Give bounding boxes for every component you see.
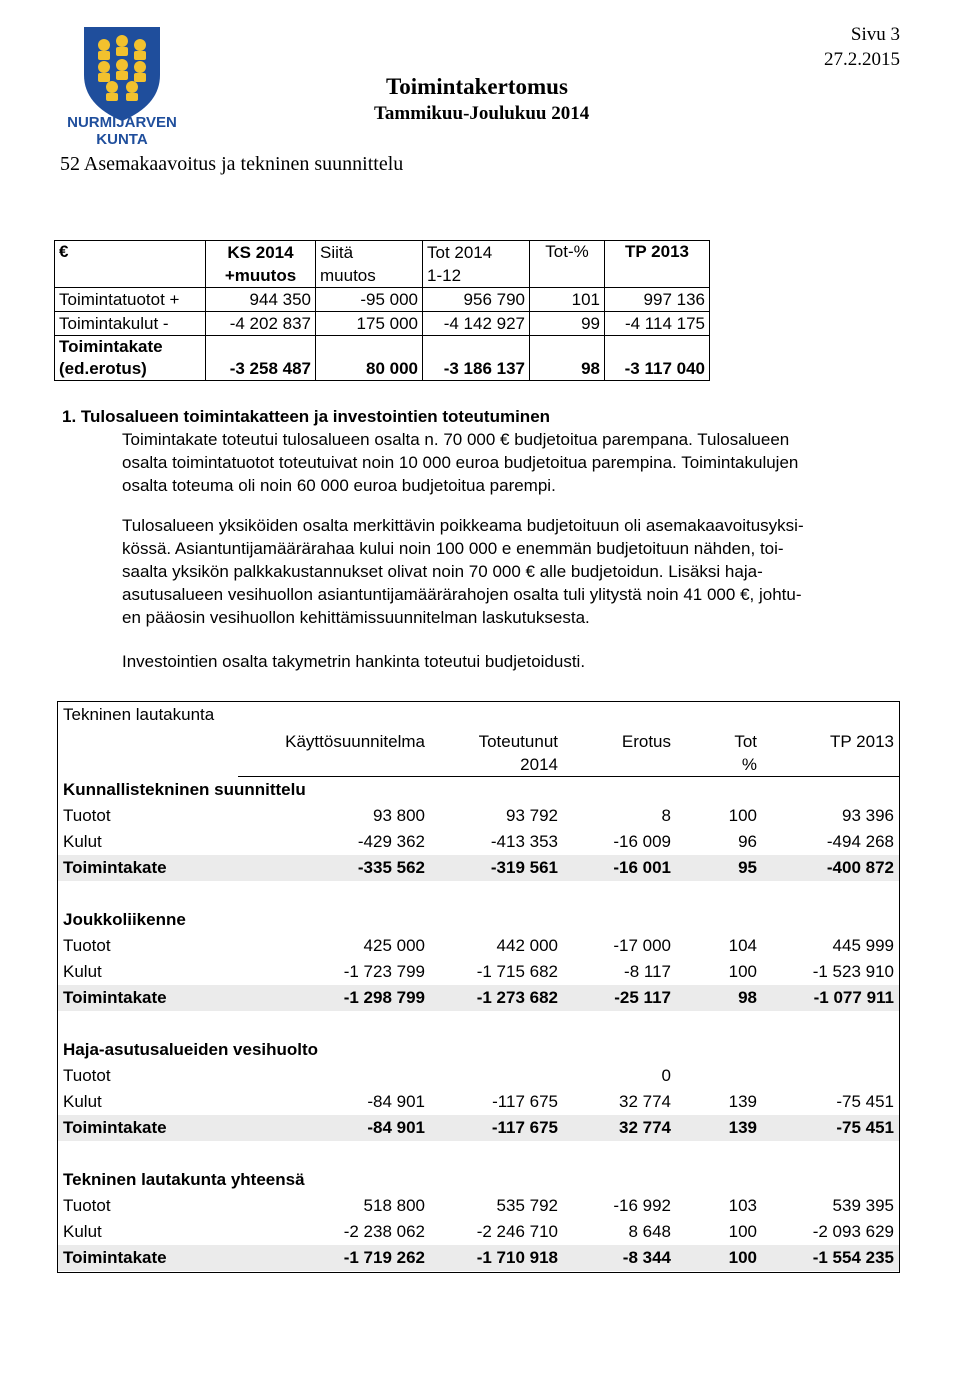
cell-ks: -335 562 — [238, 855, 430, 881]
cell-erotus: -16 992 — [613, 1196, 671, 1215]
cell-ks — [238, 1063, 430, 1089]
cell-erotus: -8 344 — [563, 1245, 676, 1271]
cell-tot: -3 186 137 — [423, 336, 530, 381]
cell-tot: -4 142 927 — [423, 312, 530, 336]
cell-ks: -1 723 799 — [343, 962, 425, 981]
table-row — [58, 829, 899, 855]
col-siita-header: Siitä muutos — [316, 241, 423, 288]
table-row — [58, 1063, 899, 1089]
row-label: Kulut — [63, 1092, 102, 1111]
section-header-row — [58, 1037, 899, 1063]
cell-pct: 95 — [676, 855, 762, 881]
col-erotus-header: Erotus — [563, 728, 676, 777]
row-label: Tuotot — [63, 806, 111, 825]
col-pct-header: Tot % — [676, 728, 762, 777]
cell-pct — [676, 1063, 762, 1089]
cell-erotus: -8 117 — [624, 962, 671, 981]
row-label: Toimintakate — [58, 1115, 238, 1141]
cell-pct: 139 — [676, 1115, 762, 1141]
section-title: Kunnallistekninen suunnittelu — [63, 780, 306, 799]
cell-pct: 139 — [728, 1092, 757, 1111]
cell-pct: 98 — [530, 336, 605, 381]
section-header-row — [58, 777, 899, 804]
cell-pct: 103 — [728, 1196, 757, 1215]
col-tot-header: Toteutunut 2014 — [430, 728, 563, 777]
paragraph-operating-margin: Toimintakate toteutui tulosalueen osalta n. 70 000 € budjetoitua parempana. Tulosalueen osalta toimintatuotot toteutuivat noin 10 000 euroa budjetoitua parempina. Toimintakulujen osalta toteuma oli noin 60 000 euroa budjetoitua parempi. — [122, 430, 799, 495]
cell-tp: -3 117 040 — [605, 336, 710, 381]
cell-pct: 100 — [728, 806, 757, 825]
cell-ks: 93 800 — [373, 806, 425, 825]
row-label: Toimintakate — [58, 985, 238, 1011]
cell-ks: -1 298 799 — [238, 985, 430, 1011]
col-tp-header: TP 2013 — [605, 241, 710, 288]
cell-tp: -1 554 235 — [762, 1245, 899, 1271]
summary-row — [55, 312, 710, 336]
cell-erotus: -17 000 — [613, 936, 671, 955]
table-row — [58, 855, 899, 881]
table-row — [58, 959, 899, 985]
table-row — [58, 1245, 899, 1271]
cell-tp: 445 999 — [832, 936, 894, 955]
cell-ks: 518 800 — [363, 1196, 425, 1215]
cell-tp: 997 136 — [605, 288, 710, 312]
page-number: Sivu 3 — [850, 24, 900, 45]
cell-pct: 100 — [728, 962, 757, 981]
cell-ks: 944 350 — [206, 288, 316, 312]
summary-header-row — [55, 241, 710, 288]
cell-siita: 80 000 — [316, 336, 423, 381]
row-label: Toimintakulut - — [55, 312, 206, 336]
cell-tp: -494 268 — [826, 832, 894, 851]
board-column-header-row — [58, 728, 899, 777]
cell-siita: -95 000 — [316, 288, 423, 312]
cell-tp — [762, 1063, 899, 1089]
cell-pct: 98 — [676, 985, 762, 1011]
col-totpct-header: Tot-% — [530, 241, 605, 288]
document-date: 27.2.2015 — [824, 49, 900, 70]
cell-tp: -4 114 175 — [605, 312, 710, 336]
cell-tp: -75 451 — [762, 1115, 899, 1141]
cell-tot: -117 675 — [492, 1092, 558, 1111]
cell-tot: 535 792 — [496, 1196, 558, 1215]
section-spacer — [58, 1011, 899, 1037]
cell-tot: 956 790 — [423, 288, 530, 312]
table-row — [58, 803, 899, 829]
cell-erotus: -16 009 — [613, 832, 671, 851]
board-title-row — [58, 702, 899, 728]
section-spacer — [58, 881, 899, 907]
cell-ks: -84 901 — [238, 1115, 430, 1141]
cell-tot: -1 715 682 — [476, 962, 558, 981]
section-header-row — [58, 1167, 899, 1193]
document-period: Tammikuu-Joulukuu 2014 — [374, 103, 590, 124]
summary-row — [55, 288, 710, 312]
cell-pct: 104 — [728, 936, 757, 955]
cell-tot: -319 561 — [430, 855, 563, 881]
row-label: Kulut — [63, 962, 102, 981]
paragraph-deviations: Tulosalueen yksiköiden osalta merkittävin poikkeama budjetoituun oli asemakaavoitusyksi- kössä. Asiantuntijamäärärahaa kului noin 100 000 e enemmän budjetoituun nähden, toi- saalta yksikön palkkakustannukset olivat noin 70 000 € alle budjetoidun. Lisäksi haja- asutusalueen vesihuollon asiantuntijamäärärahojen osalta tuli ylitystä noin 41 000 €, johtu- en pääosin vesihuollon kehittämissuunnitelman laskutuksesta. — [122, 516, 804, 627]
cell-ks: -1 719 262 — [238, 1245, 430, 1271]
cell-tot: -1 273 682 — [430, 985, 563, 1011]
cell-tot: -1 710 918 — [430, 1245, 563, 1271]
table-row — [58, 1089, 899, 1115]
col-ks-header: KS 2014 +muutos — [206, 241, 316, 288]
cell-tot: -2 246 710 — [476, 1222, 558, 1241]
section-header-row — [58, 907, 899, 933]
cell-tp: -2 093 629 — [812, 1222, 894, 1241]
table-row — [58, 985, 899, 1011]
cell-pct: 100 — [728, 1222, 757, 1241]
row-label: Toimintakate — [58, 855, 238, 881]
col-tot-header: Tot 2014 1-12 — [423, 241, 530, 288]
currency-symbol: € — [55, 241, 206, 288]
cell-tp: 539 395 — [832, 1196, 894, 1215]
col-ks-header: Käyttösuunnitelma — [238, 728, 430, 777]
table-row — [58, 1115, 899, 1141]
cell-ks: -3 258 487 — [206, 336, 316, 381]
cell-tp: -1 523 910 — [812, 962, 894, 981]
cell-erotus: 8 648 — [628, 1222, 671, 1241]
cell-tp: -1 077 911 — [762, 985, 899, 1011]
cell-siita: 175 000 — [316, 312, 423, 336]
cell-ks: 425 000 — [363, 936, 425, 955]
cell-ks: -84 901 — [367, 1092, 425, 1111]
cell-tot: -413 353 — [490, 832, 558, 851]
paragraph-investments: Investointien osalta takymetrin hankinta toteutui budjetoidusti. — [122, 652, 586, 671]
summary-total-row — [55, 336, 710, 381]
cell-tp: -400 872 — [762, 855, 899, 881]
cell-ks: -4 202 837 — [206, 312, 316, 336]
cell-tp: 93 396 — [842, 806, 894, 825]
cell-tot — [430, 1063, 563, 1089]
section-spacer — [58, 1141, 899, 1167]
row-label: Toimintakate (ed.erotus) — [55, 336, 206, 381]
cell-erotus: 0 — [661, 1066, 671, 1085]
cell-pct: 101 — [530, 288, 605, 312]
cell-pct: 99 — [530, 312, 605, 336]
section-title: Tekninen lautakunta yhteensä — [63, 1170, 305, 1189]
cell-pct: 96 — [738, 832, 757, 851]
section-title: 52 Asemakaavoitus ja tekninen suunnittelu — [60, 153, 404, 175]
municipality-logo — [62, 25, 182, 147]
row-label: Tuotot — [63, 1066, 111, 1085]
cell-erotus: 8 — [661, 806, 671, 825]
cell-tot: 93 792 — [506, 806, 558, 825]
cell-tot: -117 675 — [430, 1115, 563, 1141]
row-label: Toimintatuotot + — [55, 288, 206, 312]
summary-table — [54, 240, 710, 381]
cell-pct: 100 — [676, 1245, 762, 1271]
table-row — [58, 1219, 899, 1245]
row-label: Kulut — [63, 1222, 102, 1241]
logo-text-line1: NURMIJÄRVEN — [67, 114, 177, 131]
logo-text-line2: KUNTA — [96, 131, 148, 147]
row-label: Toimintakate — [58, 1245, 238, 1271]
cell-erotus: 32 774 — [619, 1092, 671, 1111]
section-title: Haja-asutusalueiden vesihuolto — [63, 1040, 319, 1059]
row-label: Kulut — [63, 832, 102, 851]
document-title: Toimintakertomus — [386, 74, 568, 99]
cell-erotus: -16 001 — [563, 855, 676, 881]
row-label: Tuotot — [63, 936, 111, 955]
table-row — [58, 933, 899, 959]
cell-tot: 442 000 — [496, 936, 558, 955]
cell-ks: -2 238 062 — [343, 1222, 425, 1241]
table-row — [58, 1193, 899, 1219]
board-title: Tekninen lautakunta — [63, 705, 215, 724]
section-title: Joukkoliikenne — [63, 910, 186, 929]
col-tp-header: TP 2013 — [762, 728, 899, 777]
cell-erotus: 32 774 — [563, 1115, 676, 1141]
cell-erotus: -25 117 — [563, 985, 676, 1011]
cell-tp: -75 451 — [836, 1092, 894, 1111]
board-table — [57, 701, 900, 1273]
analysis-heading: 1. Tulosalueen toimintakatteen ja investointien toteutuminen — [62, 407, 551, 426]
row-label: Tuotot — [63, 1196, 111, 1215]
cell-ks: -429 362 — [357, 832, 425, 851]
board-body — [58, 777, 899, 1272]
